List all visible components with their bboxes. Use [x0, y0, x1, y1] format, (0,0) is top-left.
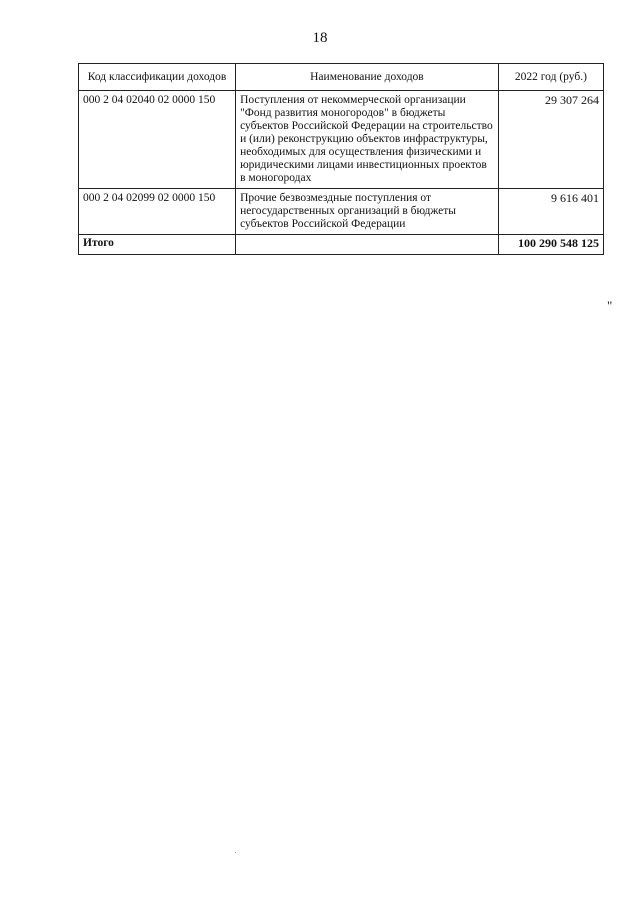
row-code: 000 2 04 02040 02 0000 150	[79, 91, 236, 189]
total-amount: 100 290 548 125	[498, 235, 603, 255]
row-amount: 29 307 264	[498, 91, 603, 189]
total-name	[236, 235, 499, 255]
total-row	[79, 235, 604, 255]
row-name: Поступления от некоммерческой организации "Фонд развития моногородов" в бюджеты субъектов Российской Федерации на строительство и (или) реконструкцию объектов инфраструктуры, необходимых для осуществления физическими и юридическими лицами инвестиционных проектов в моногородах	[236, 91, 499, 189]
header-code: Код классификации доходов	[79, 64, 236, 91]
table-header-row	[79, 64, 604, 91]
revenue-table	[78, 63, 604, 255]
total-label: Итого	[79, 235, 236, 255]
scan-speck	[235, 852, 236, 853]
row-name: Прочие безвозмездные поступления от негосударственных организаций в бюджеты субъектов Российской Федерации	[236, 189, 499, 235]
page-number: 18	[312, 30, 328, 46]
table-row	[79, 91, 604, 189]
row-code: 000 2 04 02099 02 0000 150	[79, 189, 236, 235]
header-name: Наименование доходов	[236, 64, 499, 91]
row-amount: 9 616 401	[498, 189, 603, 235]
table-row	[79, 189, 604, 235]
closing-quote-mark: "	[607, 298, 613, 313]
header-amount: 2022 год (руб.)	[498, 64, 603, 91]
